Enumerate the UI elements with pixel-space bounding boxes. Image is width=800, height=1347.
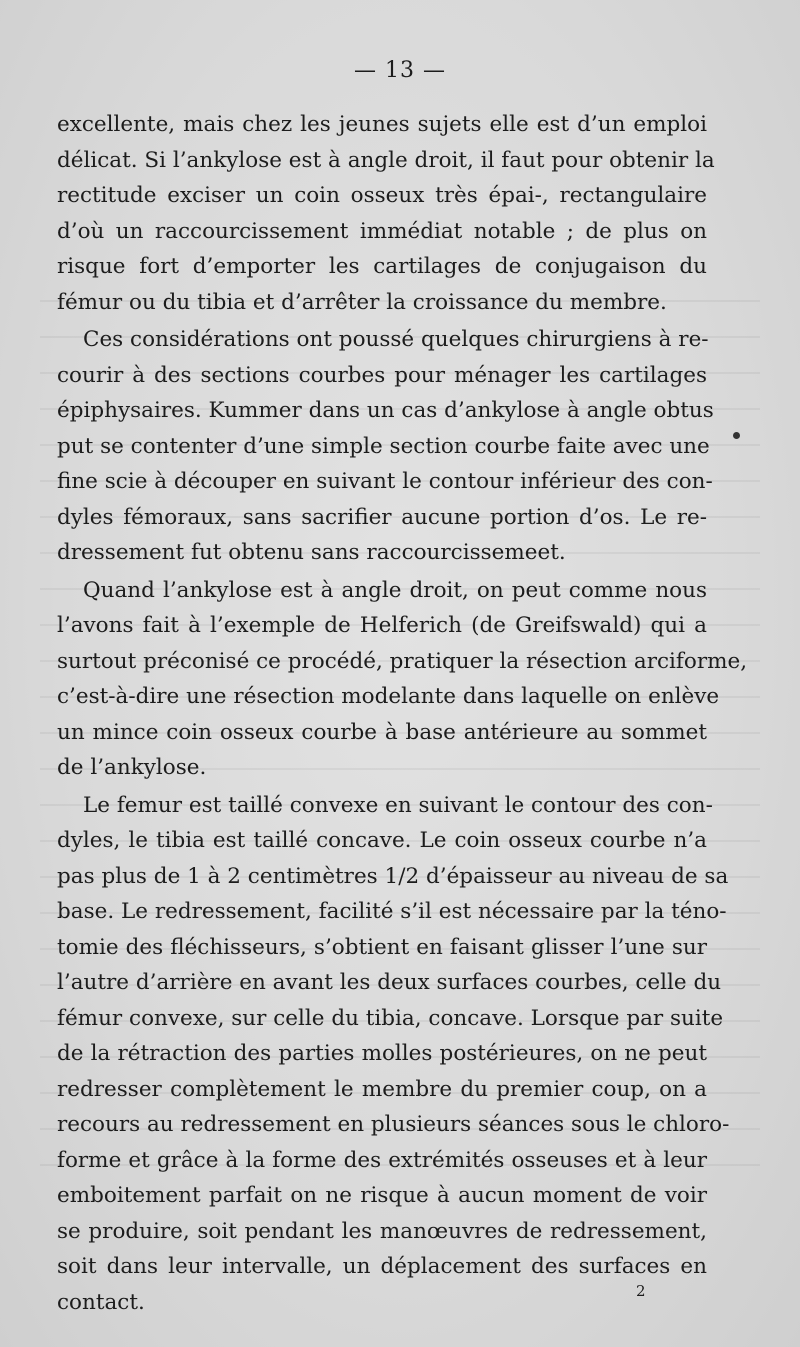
text-line: recours au redressement en plusieurs séances sous le chloro- [57,1112,730,1137]
text-line: fémur ou du tibia et d’arrêter la croissance du membre. [57,289,667,315]
text-line: surtout préconisé ce procédé, pratiquer la résection arciforme, [57,648,748,674]
text-line: dressement fut obtenu sans raccourcissemeet. [57,540,566,565]
text-line: redresser complètement le membre du premier coup, on a [57,1076,707,1102]
paragraph-first-line: Quand l’ankylose est à angle droit, on peut comme nous [83,577,707,603]
body-text [57,107,748,1320]
text-line: d’où un raccourcissement immédiat notable ; de plus on [57,218,707,244]
text-line: risque fort d’emporter les cartilages de conjugaison du [57,254,707,279]
text-line: forme et grâce à la forme des extrémités osseuses et à leur [57,1147,707,1173]
text-line: épiphysaires. Kummer dans un cas d’ankylose à angle obtus [57,398,714,423]
text-line: un mince coin osseux courbe à base antérieure au sommet [57,719,707,745]
text-line: se produire, soit pendant les manœuvres de redressement, [57,1218,707,1244]
text-line: fémur convexe, sur celle du tibia, concave. Lorsque par suite [57,1005,724,1031]
text-line: rectitude exciser un coin osseux très épai-, rectangulaire [57,183,707,208]
text-line: emboitement parfait on ne risque à aucun moment de voir [57,1183,707,1208]
text-line: dyles, le tibia est taillé concave. Le coin osseux courbe n’a [57,828,707,853]
text-line: l’autre d’arrière en avant les deux surfaces courbes, celle du [57,970,722,995]
text-line: excellente, mais chez les jeunes sujets elle est d’un emploi [57,112,707,137]
text-line: l’avons fait à l’exemple de Helferich (de Greifswald) qui a [57,613,707,638]
text-line: courir à des sections courbes pour ménager les cartilages [57,362,707,388]
text-line: base. Le redressement, facilité s’il est nécessaire par la téno- [57,899,727,924]
signature-mark: 2 [636,1282,646,1300]
text-line: de l’ankylose. [57,755,207,780]
text-line: dyles fémoraux, sans sacrifier aucune portion d’os. Le re- [57,504,707,530]
text-line: délicat. Si l’ankylose est à angle droit, il faut pour obtenir la [57,147,715,173]
text-line: soit dans leur intervalle, un déplacement des surfaces en [57,1254,707,1279]
text-line: c’est-à-dire une résection modelante dans laquelle on enlève [57,684,720,709]
text-line: pas plus de 1 à 2 centimètres 1/2 d’épaisseur au niveau de sa [57,863,729,889]
paragraph-first-line: Le femur est taillé convexe en suivant le contour des con- [83,792,713,818]
ink-speck [733,432,740,439]
paragraph-first-line: Ces considérations ont poussé quelques chirurgiens à re- [83,327,709,352]
text-line: de la rétraction des parties molles postérieures, on ne peut [57,1041,707,1066]
text-line: tomie des fléchisseurs, s’obtient en faisant glisser l’une sur [57,934,707,960]
text-line: fine scie à découper en suivant le contour inférieur des con- [57,469,713,494]
text-line: contact. [57,1289,145,1315]
page-number: — 13 — [354,58,446,83]
text-line: put se contenter d’une simple section courbe faite avec une [57,433,710,459]
